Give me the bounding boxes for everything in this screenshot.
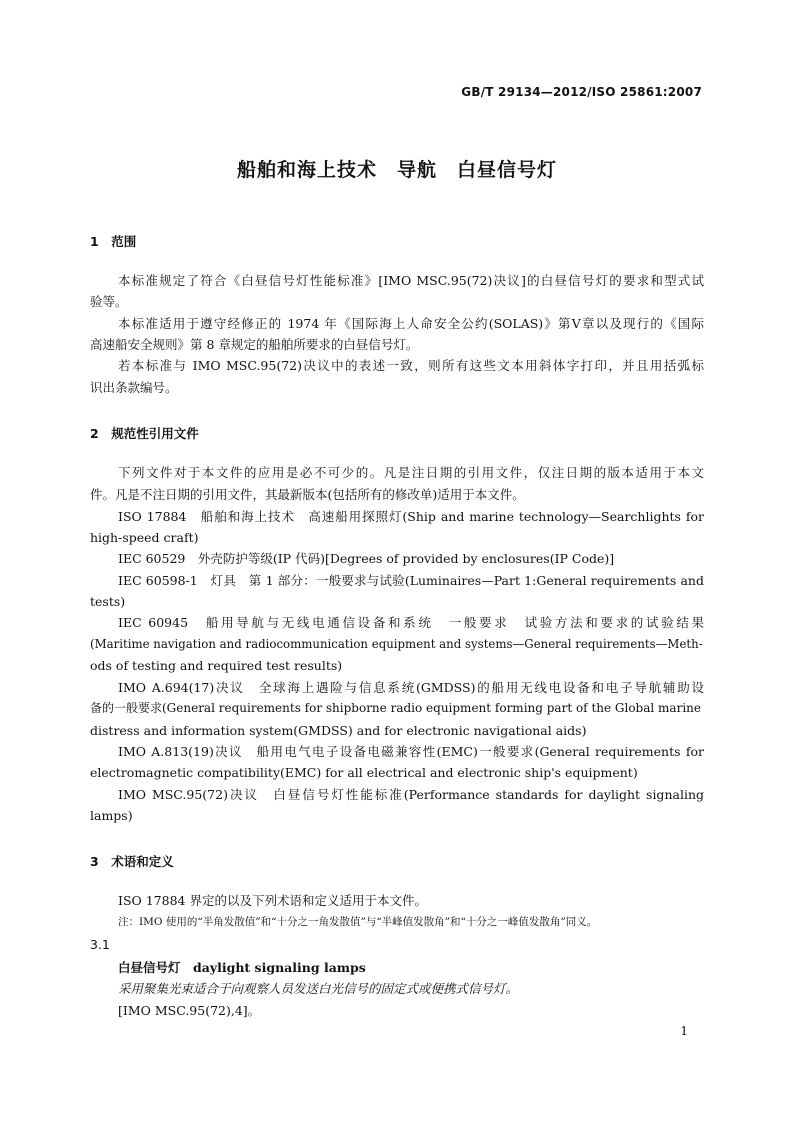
- reference-entry-cont: distress and information system(GMDSS) and for electronic navigational aids): [90, 723, 587, 738]
- reference-entry-cont: electromagnetic compatibility(EMC) for all electrical and electronic ship's equipment): [90, 765, 638, 780]
- terminology-note: 注：IMO 使用的“半角发散值”和“十分之一角发散值”与“半峰值发散角”和“十分之一峰值发散角”同义。: [118, 916, 598, 928]
- clause-number: 3.1: [90, 937, 110, 952]
- section-1-line: 高速船安全规则》第 8 章规定的船舶所要求的白昼信号灯。: [90, 337, 419, 352]
- reference-entry-cont: high-speed craft): [90, 530, 199, 545]
- definition-source: [IMO MSC.95(72),4]。: [118, 1003, 261, 1018]
- section-3-heading: 3 术语和定义: [90, 854, 174, 869]
- reference-entry: IEC 60598-1 灯具 第 1 部分：一般要求与试验(Luminaires—Part 1:General requirements and: [118, 573, 704, 588]
- reference-entry: IMO A.813(19)决议 船用电气电子设备电磁兼容性(EMC)一般要求(General requirements for: [118, 744, 704, 759]
- reference-entry-cont: 备的一般要求(General requirements for shipborne radio equipment forming part of the Global marine: [90, 701, 701, 715]
- reference-entry: IEC 60945 船用导航与无线电通信设备和系统 一般要求 试验方法和要求的试验结果: [118, 615, 704, 630]
- section-1-line: 识出条款编号。: [90, 380, 178, 395]
- document-title: 船舶和海上技术 导航 白昼信号灯: [236, 159, 557, 181]
- term-definition: 采用聚集光束适合于向观察人员发送白光信号的固定式或便携式信号灯。: [118, 981, 519, 996]
- reference-entry: ISO 17884 船舶和海上技术 高速船用探照灯(Ship and marine technology—Searchlights for: [118, 509, 704, 524]
- section-1-line: 本标准适用于遵守经修正的 1974 年《国际海上人命安全公约(SOLAS)》第Ⅴ章以及现行的《国际: [118, 316, 704, 331]
- section-2-line: 件。凡是不注日期的引用文件，其最新版本(包括所有的修改单)适用于本文件。: [90, 487, 525, 502]
- reference-entry-cont: lamps): [90, 808, 133, 823]
- section-1-line: 本标准规定了符合《白昼信号灯性能标准》[IMO MSC.95(72)决议]的白昼信号灯的要求和型式试: [118, 273, 704, 288]
- reference-entry: IMO A.694(17)决议 全球海上遇险与信息系统(GMDSS)的船用无线电设备和电子导航辅助设: [118, 680, 704, 695]
- reference-entry: IMO MSC.95(72)决议 白昼信号灯性能标准(Performance standards for daylight signaling: [118, 787, 704, 802]
- term-heading: 白昼信号灯 daylight signaling lamps: [118, 960, 366, 975]
- reference-entry: IEC 60529 外壳防护等级(IP 代码)[Degrees of provided by enclosures(IP Code)]: [118, 551, 615, 566]
- section-1-heading: 1 范围: [90, 234, 137, 249]
- page-number: 1: [680, 1024, 688, 1038]
- standard-code: GB/T 29134—2012/ISO 25861:2007: [461, 85, 702, 99]
- section-2-heading: 2 规范性引用文件: [90, 426, 199, 441]
- reference-entry-cont: (Maritime navigation and radiocommunication equipment and systems—General requirements—Meth-: [90, 637, 703, 651]
- section-1-line: 若本标准与 IMO MSC.95(72)决议中的表述一致，则所有这些文本用斜体字打印，并且用括弧标: [118, 358, 704, 373]
- reference-entry-cont: ods of testing and required test results): [90, 658, 343, 673]
- section-2-line: 下列文件对于本文件的应用是必不可少的。凡是注日期的引用文件，仅注日期的版本适用于本文: [118, 465, 704, 480]
- section-3-intro: ISO 17884 界定的以及下列术语和定义适用于本文件。: [118, 893, 427, 908]
- reference-entry-cont: tests): [90, 594, 126, 609]
- section-1-line: 验等。: [90, 294, 128, 309]
